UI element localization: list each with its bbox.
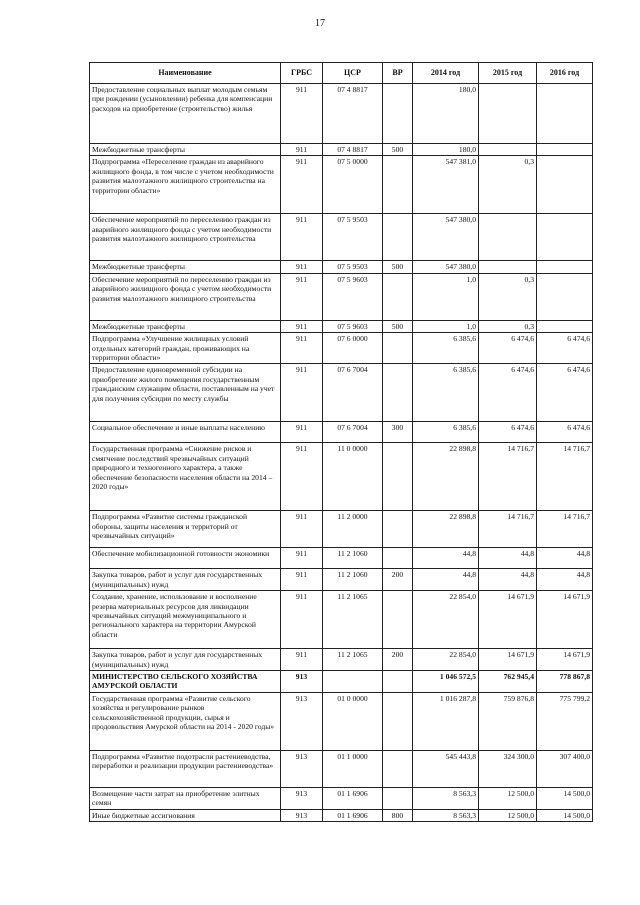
vr-cell [383,84,413,144]
y2016-cell: 14 500,0 [537,787,593,809]
grbs-cell: 911 [281,569,323,591]
table-row [90,809,593,821]
grbs-cell: 913 [281,692,323,750]
table-row [90,144,593,156]
vr-cell: 200 [383,649,413,671]
vr-cell [383,273,413,320]
vr-cell [383,156,413,214]
y2014-cell: 1 046 572,5 [413,671,479,693]
csr-cell: 07 6 7004 [323,422,383,443]
y2016-cell [537,84,593,144]
vr-cell [383,787,413,809]
name-cell: Возмещение части затрат на приобретение элитных семян [90,787,281,809]
grbs-cell: 911 [281,364,323,422]
y2016-cell [537,214,593,261]
csr-cell: 07 5 9603 [323,320,383,332]
y2014-cell: 6 385,6 [413,364,479,422]
table-row [90,591,593,649]
y2016-cell: 6 474,6 [537,333,593,364]
y2014-cell: 547 380,0 [413,214,479,261]
table-row [90,511,593,548]
grbs-cell: 911 [281,84,323,144]
name-cell: Межбюджетные трансферты [90,144,281,156]
csr-cell: 01 1 6906 [323,787,383,809]
y2014-cell: 44,8 [413,569,479,591]
csr-cell: 11 2 1065 [323,649,383,671]
csr-cell: 01 0 0000 [323,692,383,750]
y2014-cell: 1,0 [413,320,479,332]
grbs-cell: 911 [281,156,323,214]
vr-cell: 800 [383,809,413,821]
y2016-cell [537,273,593,320]
table-row [90,261,593,273]
y2014-cell: 545 443,8 [413,750,479,787]
y2014-cell: 22 854,0 [413,591,479,649]
vr-cell [383,692,413,750]
grbs-cell: 913 [281,671,323,693]
name-cell: Закупка товаров, работ и услуг для государственных (муниципальных) нужд [90,649,281,671]
table-header-row [90,63,593,84]
vr-cell [383,750,413,787]
name-cell: Закупка товаров, работ и услуг для государственных (муниципальных) нужд [90,569,281,591]
grbs-cell: 913 [281,787,323,809]
table-row [90,333,593,364]
grbs-cell: 911 [281,548,323,569]
y2015-cell: 14 716,7 [479,443,537,511]
header-2014: 2014 год [413,63,479,84]
y2015-cell: 6 474,6 [479,364,537,422]
vr-cell [383,591,413,649]
y2014-cell: 6 385,6 [413,422,479,443]
grbs-cell: 911 [281,261,323,273]
y2015-cell: 6 474,6 [479,422,537,443]
csr-cell: 11 0 0000 [323,443,383,511]
name-cell: Обеспечение мобилизационной готовности экономики [90,548,281,569]
csr-cell: 07 5 9603 [323,273,383,320]
y2016-cell: 44,8 [537,548,593,569]
grbs-cell: 913 [281,750,323,787]
table-body [90,84,593,822]
y2014-cell: 44,8 [413,548,479,569]
name-cell: Подпрограмма «Улучшение жилищных условий отдельных категорий граждан, проживающих на территории области» [90,333,281,364]
csr-cell: 07 5 9503 [323,214,383,261]
name-cell: Государственная программа «Развитие сельского хозяйства и регулирование рынков сельскохозяйственной продукции, сырья и продовольствия Амурской области на 2014 - 2020 годы» [90,692,281,750]
vr-cell [383,443,413,511]
grbs-cell: 911 [281,511,323,548]
vr-cell [383,333,413,364]
table-row [90,84,593,144]
header-2015: 2015 год [479,63,537,84]
y2016-cell: 778 867,8 [537,671,593,693]
name-cell: Межбюджетные трансферты [90,320,281,332]
vr-cell [383,214,413,261]
y2016-cell: 14 500,0 [537,809,593,821]
name-cell: МИНИСТЕРСТВО СЕЛЬСКОГО ХОЗЯЙСТВА АМУРСКОЙ ОБЛАСТИ [90,671,281,693]
csr-cell: 07 6 0000 [323,333,383,364]
grbs-cell: 911 [281,320,323,332]
table-row [90,750,593,787]
y2016-cell: 6 474,6 [537,364,593,422]
vr-cell [383,364,413,422]
vr-cell: 500 [383,320,413,332]
csr-cell: 11 2 1065 [323,591,383,649]
y2014-cell: 22 898,8 [413,443,479,511]
y2016-cell: 775 799,2 [537,692,593,750]
y2015-cell: 12 500,0 [479,809,537,821]
table-row [90,156,593,214]
y2014-cell: 22 854,0 [413,649,479,671]
y2014-cell: 180,0 [413,144,479,156]
header-2016: 2016 год [537,63,593,84]
y2016-cell [537,144,593,156]
y2015-cell: 14 671,9 [479,591,537,649]
csr-cell: 11 2 0000 [323,511,383,548]
y2015-cell: 44,8 [479,548,537,569]
name-cell: Подпрограмма «Развитие системы гражданской обороны, защиты населения и территорий от чрезвычайных ситуаций» [90,511,281,548]
header-grbs: ГРБС [281,63,323,84]
grbs-cell: 913 [281,809,323,821]
y2014-cell: 22 898,8 [413,511,479,548]
y2016-cell [537,156,593,214]
csr-cell: 11 2 1060 [323,548,383,569]
csr-cell: 07 4 8817 [323,144,383,156]
table-row [90,671,593,693]
y2015-cell: 14 716,7 [479,511,537,548]
y2015-cell: 759 876,8 [479,692,537,750]
name-cell: Предоставление социальных выплат молодым семьям при рождении (усыновлении) ребенка для компенсации расходов на приобретение (строительство) жилья [90,84,281,144]
y2015-cell [479,144,537,156]
y2015-cell: 0,3 [479,320,537,332]
name-cell: Межбюджетные трансферты [90,261,281,273]
csr-cell: 01 1 6906 [323,809,383,821]
name-cell: Предоставление единовременной субсидии на приобретение жилого помещения государственным гражданским служащим области, поставленным на учет для получения субсидии по месту службы [90,364,281,422]
vr-cell: 500 [383,261,413,273]
y2014-cell: 6 385,6 [413,333,479,364]
y2016-cell [537,261,593,273]
y2014-cell: 1 016 287,8 [413,692,479,750]
grbs-cell: 911 [281,649,323,671]
grbs-cell: 911 [281,214,323,261]
grbs-cell: 911 [281,422,323,443]
csr-cell: 11 2 1060 [323,569,383,591]
budget-table [89,62,593,822]
y2016-cell: 6 474,6 [537,422,593,443]
grbs-cell: 911 [281,273,323,320]
table-row [90,692,593,750]
name-cell: Создание, хранение, использование и восполнение резерва материальных ресурсов для ликвидации чрезвычайных ситуаций межмуниципального и регионального характера на территории Амурской области [90,591,281,649]
vr-cell: 200 [383,569,413,591]
y2016-cell: 14 671,9 [537,649,593,671]
csr-cell: 07 4 8817 [323,84,383,144]
vr-cell: 500 [383,144,413,156]
vr-cell: 300 [383,422,413,443]
y2016-cell: 14 716,7 [537,511,593,548]
table-row [90,443,593,511]
y2015-cell: 324 300,0 [479,750,537,787]
y2014-cell: 547 380,0 [413,261,479,273]
grbs-cell: 911 [281,443,323,511]
y2014-cell: 547 381,0 [413,156,479,214]
y2014-cell: 8 563,3 [413,787,479,809]
name-cell: Иные бюджетные ассигнования [90,809,281,821]
table-row [90,569,593,591]
y2014-cell: 1,0 [413,273,479,320]
csr-cell: 01 1 0000 [323,750,383,787]
table-row [90,548,593,569]
y2015-cell [479,84,537,144]
name-cell: Обеспечение мероприятий по переселению граждан из аварийного жилищного фонда с учетом необходимости развития малоэтажного жилищного строительства [90,214,281,261]
header-name: Наименование [90,63,281,84]
y2015-cell [479,261,537,273]
vr-cell [383,548,413,569]
name-cell: Социальное обеспечение и иные выплаты населению [90,422,281,443]
vr-cell [383,511,413,548]
table-row [90,214,593,261]
grbs-cell: 911 [281,591,323,649]
table-row [90,787,593,809]
csr-cell: 07 6 7004 [323,364,383,422]
table-row [90,320,593,332]
csr-cell: 07 5 9503 [323,261,383,273]
y2015-cell: 0,3 [479,156,537,214]
name-cell: Обеспечение мероприятий по переселению граждан из аварийного жилищного фонда с учетом необходимости развития малоэтажного жилищного строительства [90,273,281,320]
y2015-cell [479,214,537,261]
vr-cell [383,671,413,693]
name-cell: Государственная программа «Снижение рисков и смягчение последствий чрезвычайных ситуаций природного и техногенного характера, а также обеспечение безопасности населения области на 2014 – 2020 годы» [90,443,281,511]
name-cell: Подпрограмма «Развитие подотрасли растениеводства, переработки и реализации продукции растениеводства» [90,750,281,787]
csr-cell: 07 5 0000 [323,156,383,214]
grbs-cell: 911 [281,144,323,156]
name-cell: Подпрограмма «Переселение граждан из аварийного жилищного фонда, в том числе с учетом необходимости развития малоэтажного жилищного строительства на территории области» [90,156,281,214]
table-row [90,422,593,443]
page-number: 17 [315,18,325,29]
y2016-cell: 14 716,7 [537,443,593,511]
header-vr: ВР [383,63,413,84]
y2015-cell: 6 474,6 [479,333,537,364]
y2016-cell: 307 400,0 [537,750,593,787]
header-csr: ЦСР [323,63,383,84]
y2015-cell: 762 945,4 [479,671,537,693]
table-row [90,273,593,320]
y2014-cell: 180,0 [413,84,479,144]
y2015-cell: 44,8 [479,569,537,591]
y2016-cell [537,320,593,332]
y2014-cell: 8 563,3 [413,809,479,821]
table-row [90,364,593,422]
y2016-cell: 14 671,9 [537,591,593,649]
table-row [90,649,593,671]
y2015-cell: 12 500,0 [479,787,537,809]
y2015-cell: 0,3 [479,273,537,320]
csr-cell [323,671,383,693]
y2015-cell: 14 671,9 [479,649,537,671]
y2016-cell: 44,8 [537,569,593,591]
grbs-cell: 911 [281,333,323,364]
